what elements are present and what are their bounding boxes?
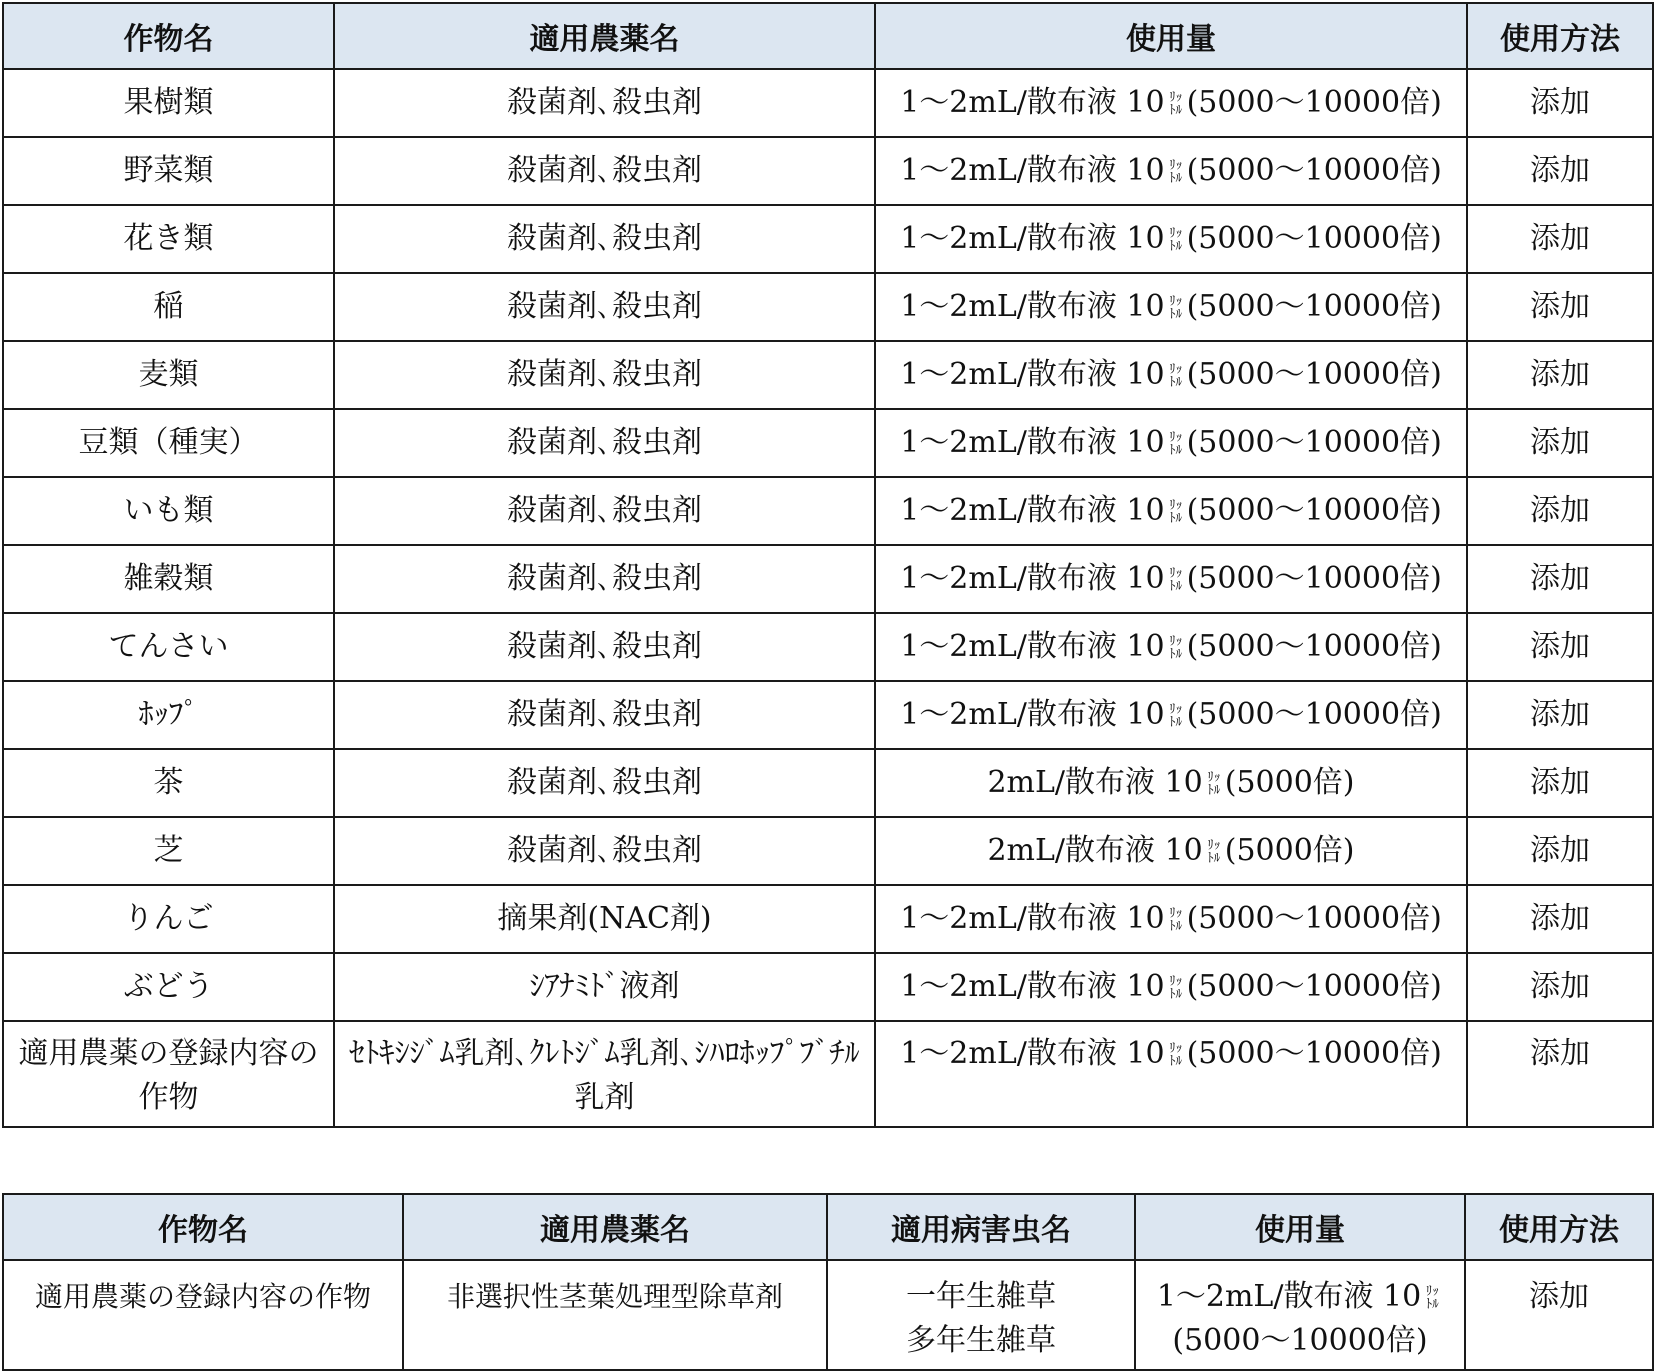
header-crop: 作物名 (3, 3, 334, 69)
unit-text: ﾘｯﾄﾙ (1169, 158, 1183, 186)
unit-text: ﾘｯﾄﾙ (1207, 770, 1221, 798)
amount-cell (875, 817, 1467, 885)
pest-cell (827, 1260, 1135, 1370)
header-method: 使用方法 (1467, 3, 1653, 69)
ratio-text: (5000〜10000倍) (1172, 1323, 1428, 1358)
unit-text: ﾘｯﾄﾙ (1169, 430, 1183, 458)
table-row (3, 69, 1653, 137)
amount-cell (875, 69, 1467, 137)
ratio-text: (5000〜10000倍) (1186, 221, 1442, 256)
pesticide-cell: 殺菌剤､殺虫剤 (334, 545, 875, 613)
ratio-text: (5000倍) (1224, 833, 1355, 868)
header-method: 使用方法 (1465, 1194, 1653, 1260)
table-row (3, 477, 1653, 545)
unit-text: ﾘｯﾄﾙ (1169, 634, 1183, 662)
method-cell: 添加 (1467, 953, 1653, 1021)
method-cell: 添加 (1467, 273, 1653, 341)
table-row (3, 885, 1653, 953)
amount-text: 2mL/散布液 10 (987, 765, 1203, 800)
table-row (3, 681, 1653, 749)
amount-cell (875, 137, 1467, 205)
method-cell: 添加 (1467, 545, 1653, 613)
table-row (3, 409, 1653, 477)
method-cell: 添加 (1467, 341, 1653, 409)
unit-text: ﾘｯﾄﾙ (1169, 1041, 1183, 1069)
amount-cell (875, 273, 1467, 341)
amount-text: 1〜2mL/散布液 10 (900, 901, 1165, 936)
unit-text: ﾘｯﾄﾙ (1169, 702, 1183, 730)
method-cell: 添加 (1465, 1260, 1653, 1370)
pesticide-cell: ｾﾄｷｼｼﾞﾑ乳剤､ｸﾚﾄｼﾞﾑ乳剤､ｼﾊﾛﾎｯﾌﾟﾌﾞﾁﾙ乳剤 (334, 1021, 875, 1127)
crop-cell: 芝 (3, 817, 334, 885)
amount-text: 1〜2mL/散布液 10 (900, 969, 1165, 1004)
table-row (3, 953, 1653, 1021)
ratio-text: (5000〜10000倍) (1186, 629, 1442, 664)
amount-cell (875, 477, 1467, 545)
ratio-text: (5000〜10000倍) (1186, 425, 1442, 460)
header-crop: 作物名 (3, 1194, 403, 1260)
amount-cell (875, 749, 1467, 817)
header-pesticide: 適用農薬名 (403, 1194, 827, 1260)
pest-name: 一年生雑草 (906, 1279, 1056, 1314)
pesticide-cell: 殺菌剤､殺虫剤 (334, 681, 875, 749)
crop-cell: 茶 (3, 749, 334, 817)
amount-cell (875, 681, 1467, 749)
ratio-text: (5000〜10000倍) (1186, 85, 1442, 120)
crop-cell: 花き類 (3, 205, 334, 273)
amount-text: 1〜2mL/散布液 10 (900, 629, 1165, 664)
amount-text: 1〜2mL/散布液 10 (1156, 1279, 1422, 1314)
pesticide-cell: 殺菌剤､殺虫剤 (334, 477, 875, 545)
amount-cell (875, 409, 1467, 477)
pesticide-cell: 殺菌剤､殺虫剤 (334, 817, 875, 885)
pesticide-cell: ｼｱﾅﾐﾄﾞ液剤 (334, 953, 875, 1021)
pesticide-cell: 殺菌剤､殺虫剤 (334, 409, 875, 477)
ratio-text: (5000〜10000倍) (1186, 153, 1442, 188)
pesticide-cell: 殺菌剤､殺虫剤 (334, 613, 875, 681)
method-cell: 添加 (1467, 613, 1653, 681)
table-row (3, 1021, 1653, 1127)
amount-text: 1〜2mL/散布液 10 (900, 425, 1165, 460)
ratio-text: (5000〜10000倍) (1186, 1036, 1442, 1071)
header-amount: 使用量 (1135, 1194, 1465, 1260)
table-row (3, 341, 1653, 409)
table-row (3, 273, 1653, 341)
table-row (3, 137, 1653, 205)
unit-text: ﾘｯﾄﾙ (1169, 90, 1183, 118)
method-cell: 添加 (1467, 681, 1653, 749)
ratio-text: (5000〜10000倍) (1186, 289, 1442, 324)
pesticide-cell: 殺菌剤､殺虫剤 (334, 341, 875, 409)
table-row (3, 613, 1653, 681)
amount-text: 1〜2mL/散布液 10 (900, 85, 1165, 120)
method-cell: 添加 (1467, 137, 1653, 205)
table-row (3, 817, 1653, 885)
pesticide-cell: 殺菌剤､殺虫剤 (334, 137, 875, 205)
unit-text: ﾘｯﾄﾙ (1169, 362, 1183, 390)
header-pest: 適用病害虫名 (827, 1194, 1135, 1260)
amount-text: 1〜2mL/散布液 10 (900, 697, 1165, 732)
amount-text: 1〜2mL/散布液 10 (900, 221, 1165, 256)
method-cell: 添加 (1467, 749, 1653, 817)
crop-cell: 雑穀類 (3, 545, 334, 613)
method-cell: 添加 (1467, 477, 1653, 545)
amount-text: 1〜2mL/散布液 10 (900, 493, 1165, 528)
unit-text: ﾘｯﾄﾙ (1169, 226, 1183, 254)
amount-cell (875, 885, 1467, 953)
unit-text: ﾘｯﾄﾙ (1169, 906, 1183, 934)
method-cell: 添加 (1467, 69, 1653, 137)
pesticide-cell: 殺菌剤､殺虫剤 (334, 69, 875, 137)
herbicide-usage-table (2, 1193, 1654, 1371)
crop-cell: 適用農薬の登録内容の作物 (3, 1260, 403, 1370)
pest-name: 多年生雑草 (906, 1323, 1056, 1358)
crop-cell: 豆類（種実） (3, 409, 334, 477)
crop-cell: 果樹類 (3, 69, 334, 137)
crop-cell: 稲 (3, 273, 334, 341)
amount-cell (875, 545, 1467, 613)
amount-cell (875, 341, 1467, 409)
amount-cell (1135, 1260, 1465, 1370)
pesticide-cell: 摘果剤(NAC剤) (334, 885, 875, 953)
crop-cell: てんさい (3, 613, 334, 681)
ratio-text: (5000〜10000倍) (1186, 697, 1442, 732)
crop-cell: 適用農薬の登録内容の作物 (3, 1021, 334, 1127)
table-row (3, 205, 1653, 273)
table-row (3, 1260, 1653, 1370)
ratio-text: (5000〜10000倍) (1186, 969, 1442, 1004)
pesticide-cell: 殺菌剤､殺虫剤 (334, 749, 875, 817)
amount-cell (875, 953, 1467, 1021)
pesticide-cell: 殺菌剤､殺虫剤 (334, 205, 875, 273)
method-cell: 添加 (1467, 205, 1653, 273)
method-cell: 添加 (1467, 817, 1653, 885)
header-amount: 使用量 (875, 3, 1467, 69)
table-row (3, 545, 1653, 613)
amount-text: 2mL/散布液 10 (987, 833, 1203, 868)
table-row (3, 749, 1653, 817)
pesticide-cell: 殺菌剤､殺虫剤 (334, 273, 875, 341)
ratio-text: (5000〜10000倍) (1186, 901, 1442, 936)
crop-cell: りんご (3, 885, 334, 953)
amount-text: 1〜2mL/散布液 10 (900, 153, 1165, 188)
unit-text: ﾘｯﾄﾙ (1425, 1284, 1439, 1312)
crop-cell: いも類 (3, 477, 334, 545)
unit-text: ﾘｯﾄﾙ (1169, 974, 1183, 1002)
unit-text: ﾘｯﾄﾙ (1169, 566, 1183, 594)
unit-text: ﾘｯﾄﾙ (1169, 294, 1183, 322)
crop-cell: ぶどう (3, 953, 334, 1021)
amount-text: 1〜2mL/散布液 10 (900, 357, 1165, 392)
amount-text: 1〜2mL/散布液 10 (900, 561, 1165, 596)
amount-cell (875, 205, 1467, 273)
method-cell: 添加 (1467, 1021, 1653, 1127)
ratio-text: (5000〜10000倍) (1186, 357, 1442, 392)
ratio-text: (5000〜10000倍) (1186, 561, 1442, 596)
header-row (3, 1194, 1653, 1260)
crop-usage-table (2, 2, 1654, 1128)
pesticide-cell: 非選択性茎葉処理型除草剤 (403, 1260, 827, 1370)
crop-cell: 野菜類 (3, 137, 334, 205)
amount-text: 1〜2mL/散布液 10 (900, 1036, 1165, 1071)
amount-cell (875, 613, 1467, 681)
amount-cell (875, 1021, 1467, 1127)
header-pesticide: 適用農薬名 (334, 3, 875, 69)
amount-text: 1〜2mL/散布液 10 (900, 289, 1165, 324)
unit-text: ﾘｯﾄﾙ (1207, 838, 1221, 866)
ratio-text: (5000倍) (1224, 765, 1355, 800)
ratio-text: (5000〜10000倍) (1186, 493, 1442, 528)
header-row (3, 3, 1653, 69)
method-cell: 添加 (1467, 409, 1653, 477)
crop-cell: ﾎｯﾌﾟ (3, 681, 334, 749)
method-cell: 添加 (1467, 885, 1653, 953)
crop-cell: 麦類 (3, 341, 334, 409)
unit-text: ﾘｯﾄﾙ (1169, 498, 1183, 526)
